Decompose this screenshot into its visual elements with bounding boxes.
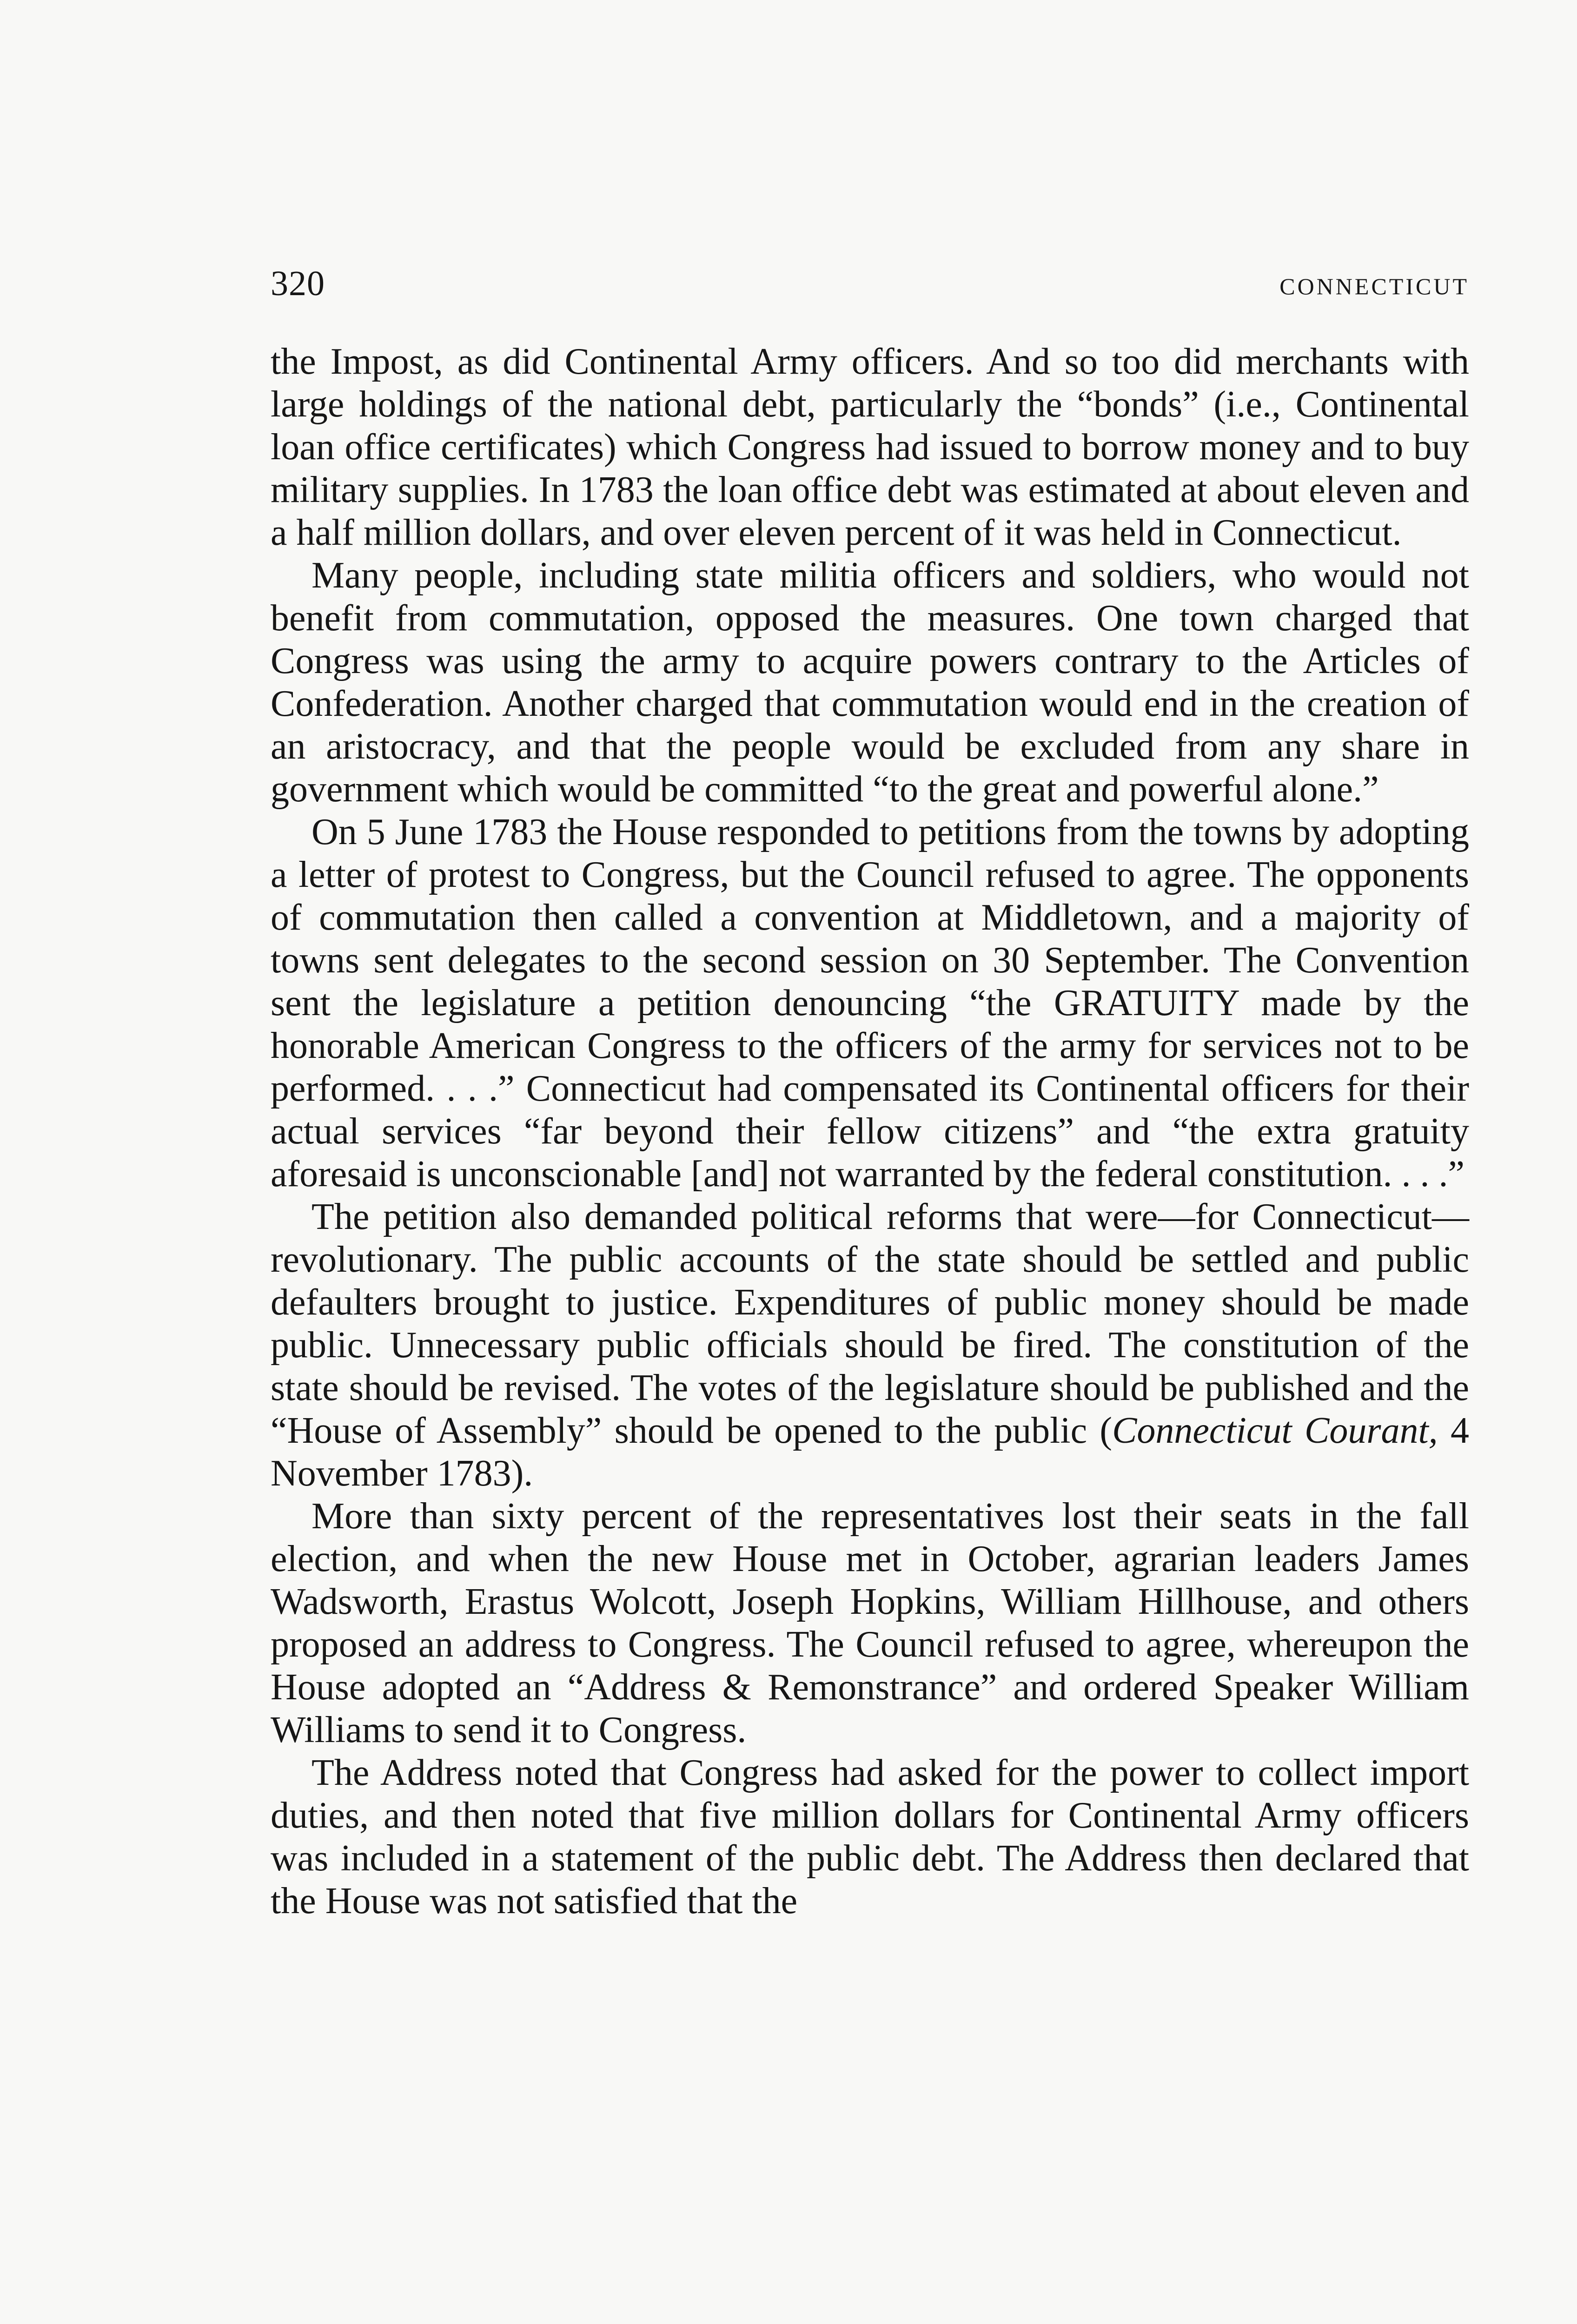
page-header	[271, 260, 1469, 307]
paragraph-text: The petition also demanded political reforms that were—for Connecticut—revolutionary. The public accounts of the state should be settled and public defaulters brought to justice. Expenditures of public money should be made public. Unnecessary public officials should be fired. The constitution of the state should be revised. The votes of the legislature should be published and the “House of Assembly” should be opened to the public (	[271, 1196, 1469, 1451]
paragraph: Many people, including state militia officers and soldiers, who would not benefit from commutation, opposed the measures. One town charged that Congress was using the army to acquire powers contrary to the Articles of Confederation. Another charged that commutation would end in the creation of an aristocracy, and that the people would be excluded from any share in government which would be committed “to the great and powerful alone.”	[271, 555, 1469, 810]
paragraph: The Address noted that Congress had asked for the power to collect import duties, and then noted that five million dollars for Continental Army officers was included in a statement of the public debt. The Address then declared that the House was not satisfied that the	[271, 1752, 1469, 1921]
paragraph: the Impost, as did Continental Army officers. And so too did merchants with large holdings of the national debt, particularly the “bonds” (i.e., Continental loan office certificates) which Congress had issued to borrow money and to buy military supplies. In 1783 the loan office debt was estimated at about eleven and a half million dollars, and over eleven percent of it was held in Connecticut.	[271, 341, 1469, 553]
running-head: CONNECTICUT	[1279, 273, 1469, 299]
paragraph: On 5 June 1783 the House responded to petitions from the towns by adopting a letter of protest to Congress, but the Council refused to agree. The opponents of commutation then called a convention at Middletown, and a majority of towns sent delegates to the second session on 30 September. The Convention sent the legislature a petition denouncing “the GRATUITY made by the honorable American Congress to the officers of the army for services not to be performed. . . .” Connecticut had compensated its Continental officers for their actual services “far beyond their fellow citizens” and “the extra gratuity aforesaid is unconscionable [and] not warranted by the federal constitution. . . .”	[271, 812, 1469, 1195]
paragraph	[271, 1195, 1469, 1495]
paragraph: More than sixty percent of the representatives lost their seats in the fall election, and when the new House met in October, agrarian leaders James Wadsworth, Erastus Wolcott, Joseph Hopkins, William Hillhouse, and others proposed an address to Congress. The Council refused to agree, whereupon the House adopted an “Address & Remonstrance” and ordered Speaker William Williams to send it to Congress.	[271, 1496, 1469, 1750]
page-number: 320	[271, 264, 325, 303]
italic-citation: Connecticut Courant,	[1112, 1410, 1438, 1451]
paragraph-text: 4 November 1783).	[271, 1410, 1469, 1494]
body-text	[271, 340, 1469, 1922]
